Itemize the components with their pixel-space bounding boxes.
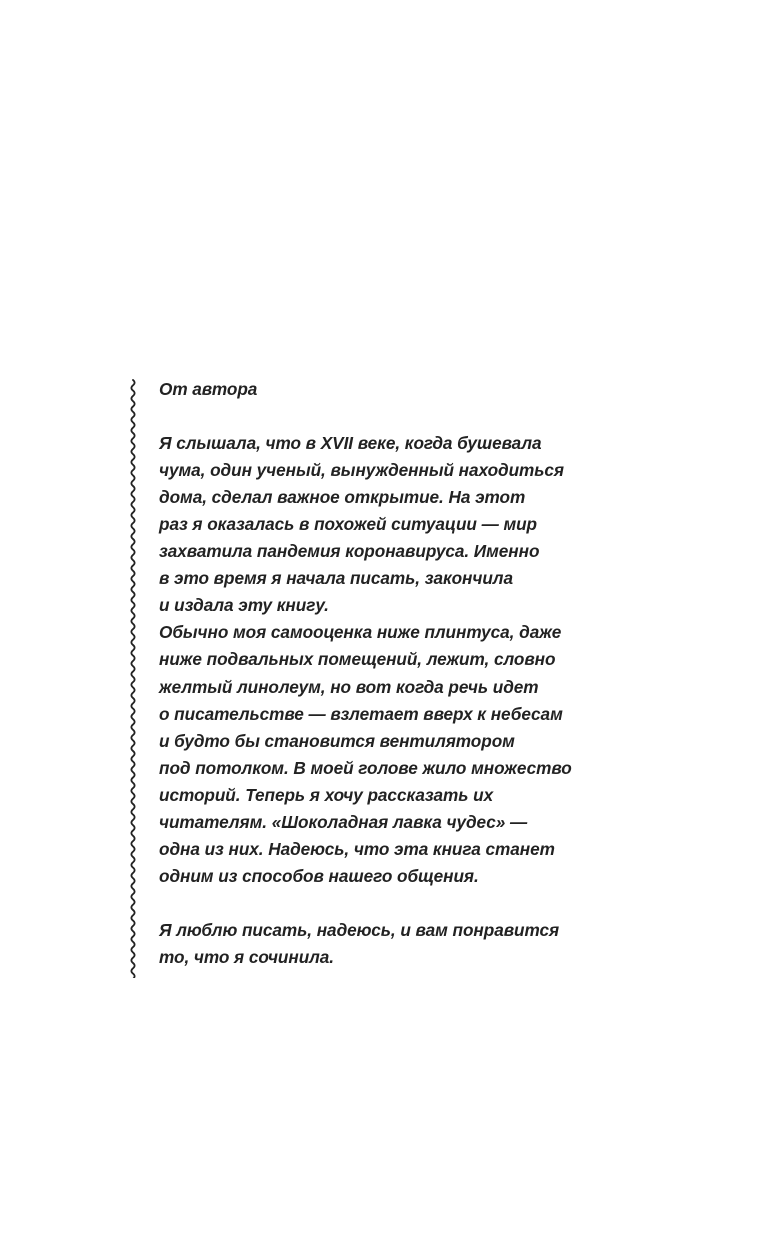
text-line: одним из способов нашего общения. <box>159 865 479 886</box>
paragraph-3 <box>159 917 629 971</box>
wavy-border-decoration <box>124 378 142 978</box>
text-line: ниже подвальных помещений, лежит, словно <box>159 649 556 670</box>
text-line: одна из них. Надеюсь, что эта книга станет <box>159 838 555 859</box>
text-line: читателям. «Шоколадная лавка чудес» — <box>159 811 528 832</box>
author-note <box>159 376 629 971</box>
text-line: в это время я начала писать, закончила <box>159 568 513 589</box>
text-line: дома, сделал важное открытие. На этот <box>159 487 526 508</box>
section-heading: От автора <box>159 379 258 399</box>
paragraph-1 <box>159 430 629 619</box>
text-line: Я слышала, что в XVII веке, когда бушевала <box>159 433 542 454</box>
text-line: Обычно моя самооценка ниже плинтуса, даже <box>159 622 562 643</box>
text-line: то, что я сочинила. <box>159 946 335 967</box>
text-line: и издала эту книгу. <box>159 595 329 616</box>
text-line: захватила пандемия коронавируса. Именно <box>159 541 540 562</box>
text-line: под потолком. В моей голове жило множество <box>159 757 572 778</box>
text-line: желтый линолеум, но вот когда речь идет <box>159 676 539 697</box>
paragraph-2 <box>159 619 629 889</box>
text-line: историй. Теперь я хочу рассказать их <box>159 784 494 805</box>
text-line: раз я оказалась в похожей ситуации — мир <box>159 514 538 535</box>
text-line: о писательстве — взлетает вверх к небесам <box>159 703 563 724</box>
text-line: чума, один ученый, вынужденный находиться <box>159 460 565 481</box>
text-line: и будто бы становится вентилятором <box>159 730 515 751</box>
paragraph-gap <box>159 403 629 430</box>
paragraph-gap <box>159 890 629 917</box>
text-line: Я люблю писать, надеюсь, и вам понравится <box>159 919 560 940</box>
